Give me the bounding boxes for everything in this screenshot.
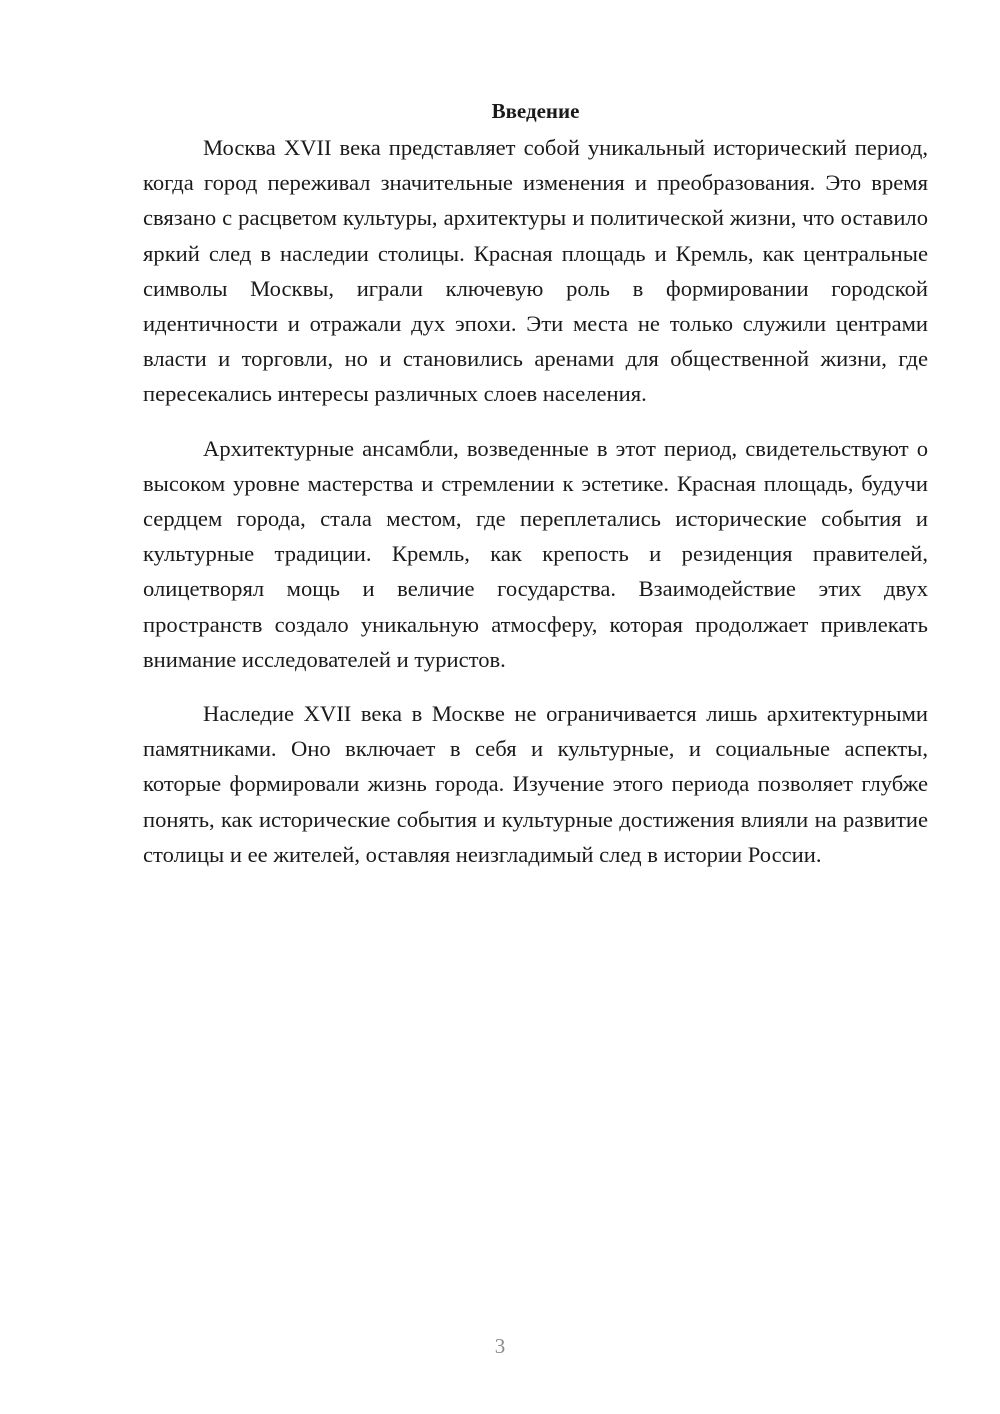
paragraph-1: Москва XVII века представляет собой уникальный исторический период, когда город переживал значительные изменения и преобразования. Это время связано с расцветом культуры, архитектуры и политической жизни, что оставило яркий след в наследии столицы. Красная площадь и Кремль, как центральные символы Москвы, играли ключевую роль в формировании городской идентичности и отражали дух эпохи. Эти места не только служили центрами власти и торговли, но и становились аренами для общественной жизни, где пересекались интересы различных слоев населения. [143,135,928,407]
section-title: Введение [491,99,580,123]
paragraph-2: Архитектурные ансамбли, возведенные в этот период, свидетельствуют о высоком уровне мастерства и стремлении к эстетике. Красная площадь, будучи сердцем города, стала местом, где переплетались исторические события и культурные традиции. Кремль, как крепость и резиденция правителей, олицетворял мощь и величие государства. Взаимодействие этих двух пространств создало уникальную атмосферу, которая продолжает привлекать внимание исследователей и туристов. [143,435,928,672]
page-content [143,96,928,891]
paragraph-3: Наследие XVII века в Москве не ограничивается лишь архитектурными памятниками. Оно включает в себя и культурные, и социальные аспекты, которые формировали жизнь города. Изучение этого периода позволяет глубже понять, как исторические события и культурные достижения влияли на развитие столицы и ее жителей, оставляя неизгладимый след в истории России. [143,701,928,867]
page-number: 3 [494,1334,506,1358]
